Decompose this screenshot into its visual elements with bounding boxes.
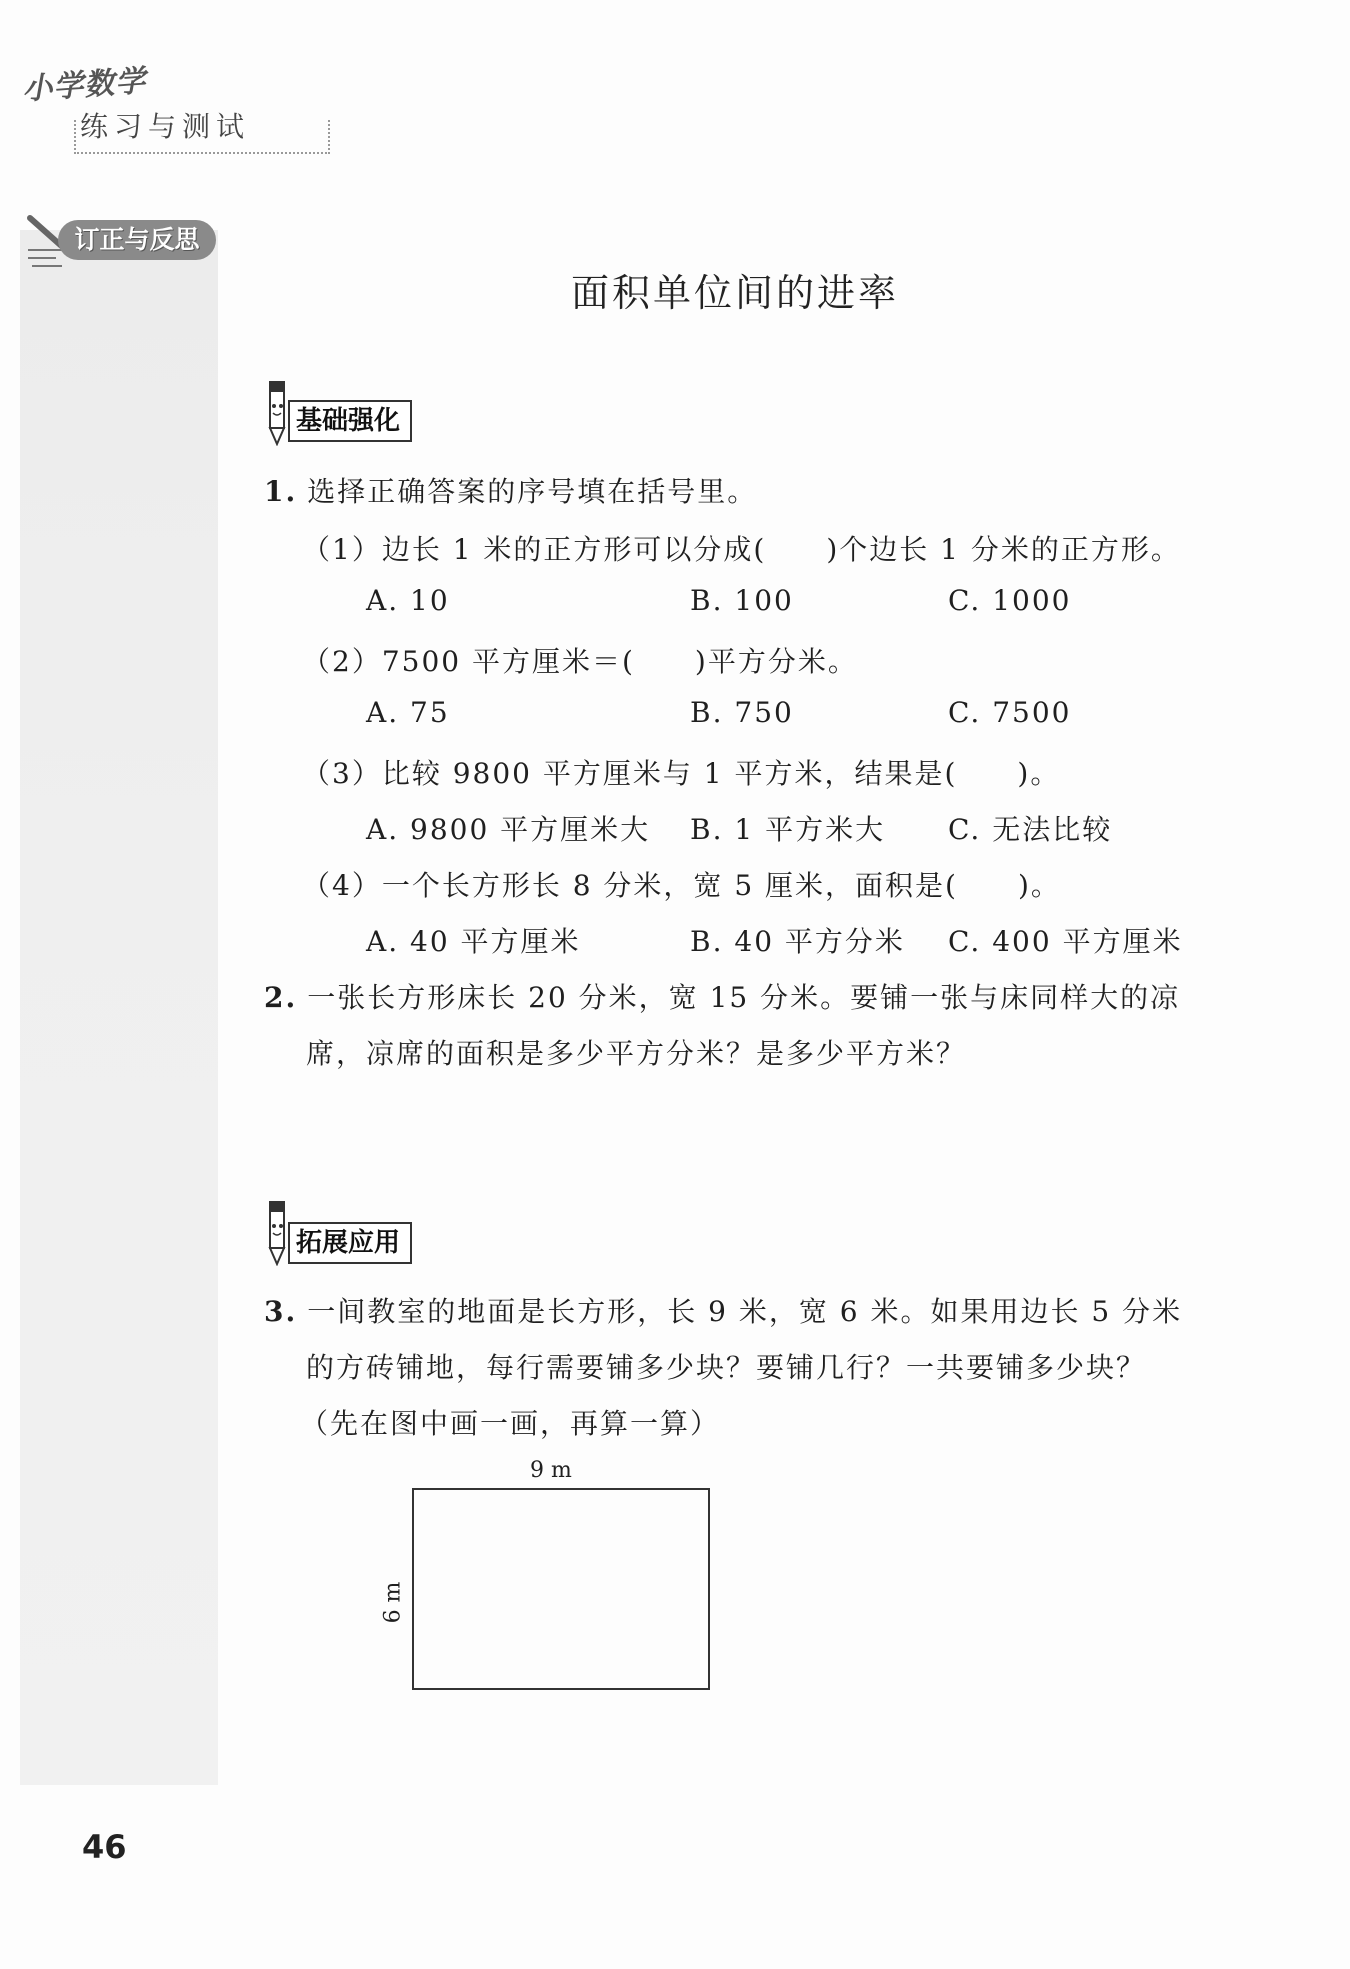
figure-width-label: 6 m <box>380 1581 406 1624</box>
option-b: B. 750 <box>690 696 794 729</box>
question-number: 3. <box>264 1295 298 1328</box>
question-1-4: （4）一个长方形长 8 分米，宽 5 厘米，面积是( )。 <box>302 869 1061 902</box>
header-subtitle: 练习与测试 <box>80 110 251 143</box>
question-1-2: （2）7500 平方厘米＝( )平方分米。 <box>302 645 858 678</box>
question-1-1: （1）边长 1 米的正方形可以分成( )个边长 1 分米的正方形。 <box>302 533 1181 566</box>
question-3-line-2: 的方砖铺地，每行需要铺多少块？要铺几行？一共要铺多少块？ <box>306 1351 1147 1384</box>
option-a: A. 75 <box>366 696 450 729</box>
page-number: 46 <box>82 1828 127 1866</box>
question-number: 1. <box>264 475 298 508</box>
header-brand: 小学数学 <box>21 63 148 108</box>
question-2 <box>264 976 1180 1016</box>
question-1-3: （3）比较 9800 平方厘米与 1 平方米，结果是( )。 <box>302 757 1061 790</box>
section-basic-heading: 基础强化 <box>288 400 412 442</box>
page-title: 面积单位间的进率 <box>570 271 899 315</box>
option-b: B. 100 <box>690 584 794 617</box>
option-c: C. 400 平方厘米 <box>948 925 1183 958</box>
margin-strip <box>20 230 218 1785</box>
option-c: C. 1000 <box>948 584 1072 617</box>
question-2-line-2: 席，凉席的面积是多少平方分米？是多少平方米？ <box>306 1037 967 1070</box>
question-number: 2. <box>264 981 298 1014</box>
option-a: A. 40 平方厘米 <box>366 925 581 958</box>
reflection-badge: 订正与反思 <box>58 220 216 260</box>
question-text: 一间教室的地面是长方形，长 9 米，宽 6 米。如果用边长 5 分米 <box>307 1295 1183 1328</box>
option-c: C. 7500 <box>948 696 1072 729</box>
option-a: A. 10 <box>366 584 450 617</box>
question-1 <box>264 470 757 510</box>
option-b: B. 1 平方米大 <box>690 813 886 846</box>
figure-length-label: 9 m <box>530 1458 572 1483</box>
classroom-floor-rectangle <box>412 1488 710 1690</box>
question-3 <box>264 1290 1182 1330</box>
question-text: 选择正确答案的序号填在括号里。 <box>307 475 758 508</box>
option-c: C. 无法比较 <box>948 813 1113 846</box>
option-a: A. 9800 平方厘米大 <box>366 813 651 846</box>
question-3-line-3: （先在图中画一画，再算一算） <box>300 1407 721 1440</box>
question-text: 一张长方形床长 20 分米，宽 15 分米。要铺一张与床同样大的凉 <box>307 981 1181 1014</box>
section-extend-heading: 拓展应用 <box>288 1222 412 1264</box>
option-b: B. 40 平方分米 <box>690 925 905 958</box>
